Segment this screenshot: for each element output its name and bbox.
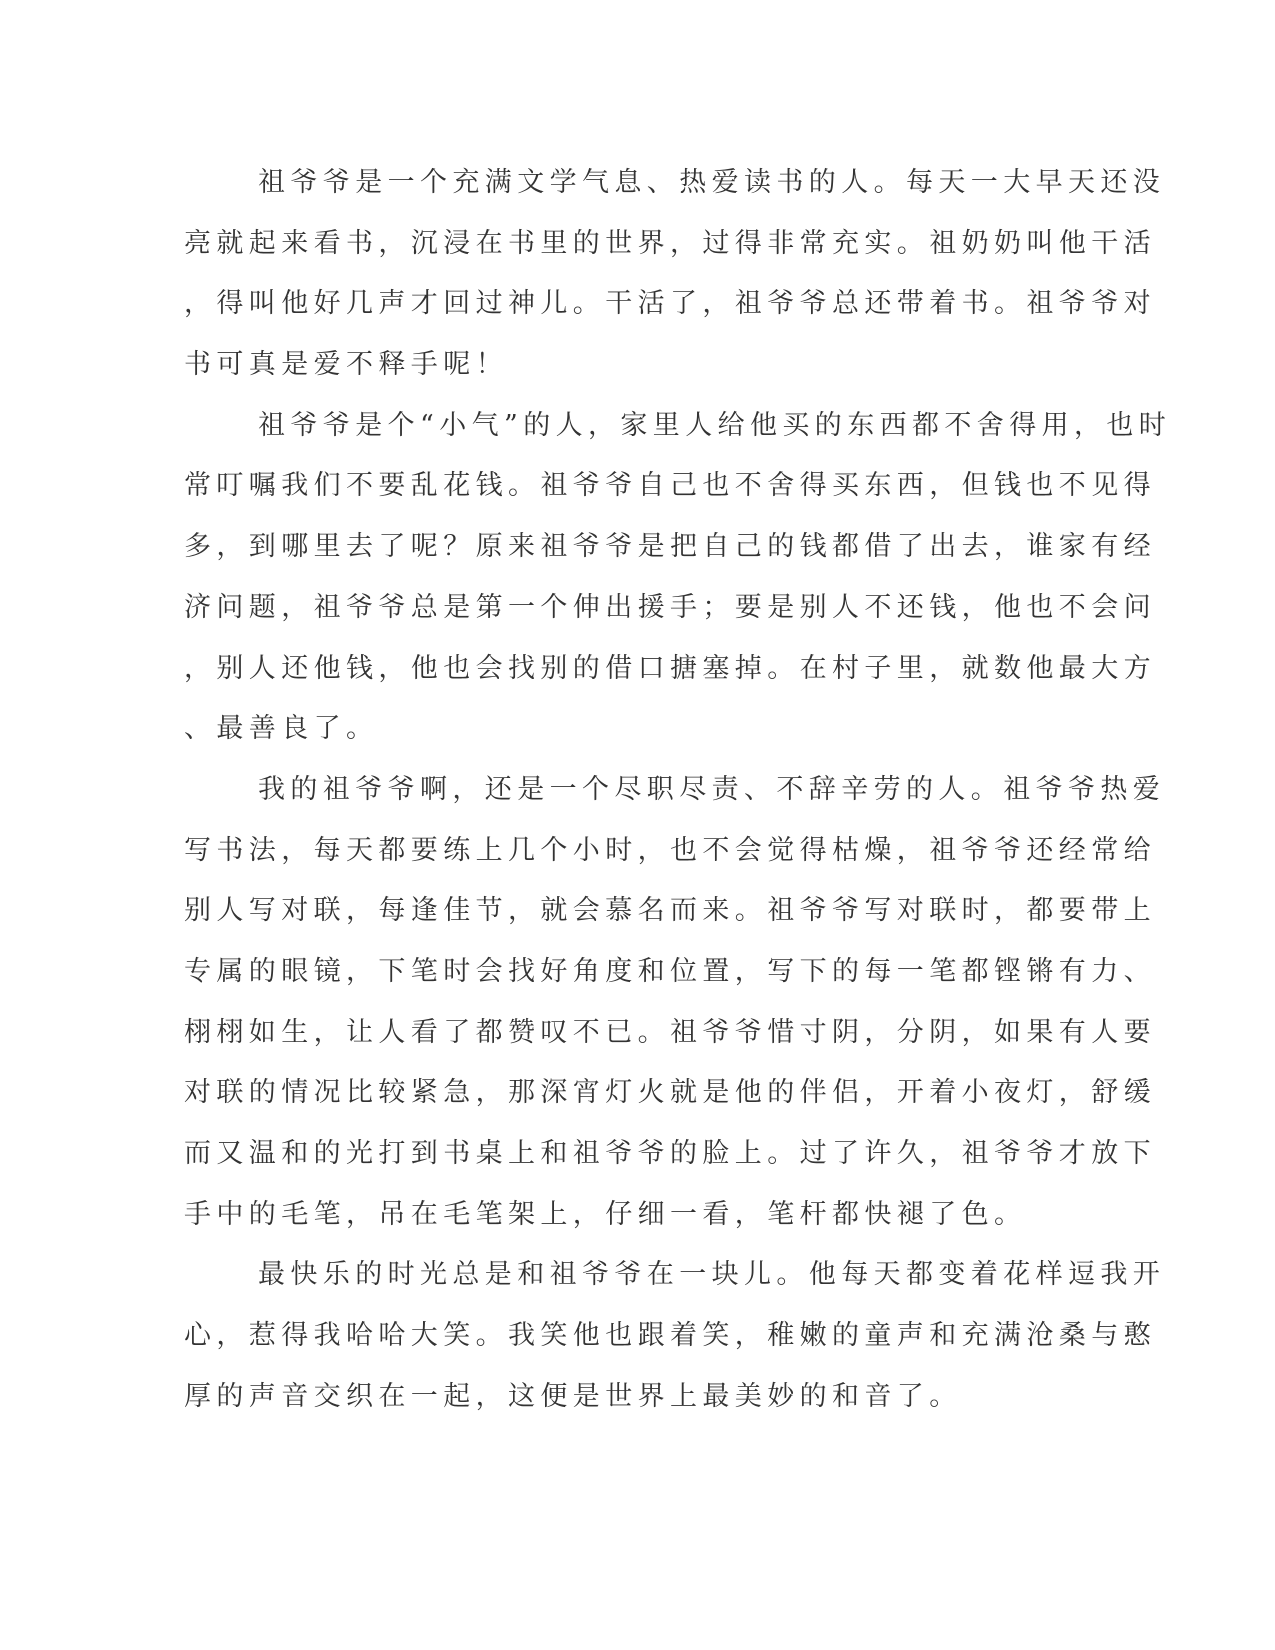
text-line: 专属的眼镜，下笔时会找好角度和位置，写下的每一笔都铿锵有力、	[184, 955, 1156, 987]
text-line: 心，惹得我哈哈大笑。我笑他也跟着笑，稚嫩的童声和充满沧桑与憨	[184, 1320, 1156, 1352]
body-text	[184, 160, 1172, 1434]
text-line: 祖爷爷是一个充满文学气息、热爱读书的人。每天一大早天还没	[258, 167, 1166, 198]
text-line: 常叮嘱我们不要乱花钱。祖爷爷自己也不舍得买东西，但钱也不见得	[184, 470, 1156, 502]
text-line: 最快乐的时光总是和祖爷爷在一块儿。他每天都变着花样逗我开	[258, 1259, 1166, 1291]
text-line: ，别人还他钱，他也会找别的借口搪塞掉。在村子里，就数他最大方	[184, 652, 1156, 684]
text-line: 、最善良了。	[184, 713, 379, 745]
text-line: 而又温和的光打到书桌上和祖爷爷的脸上。过了许久，祖爷爷才放下	[184, 1138, 1156, 1169]
text-line: 别人写对联，每逢佳节，就会慕名而来。祖爷爷写对联时，都要带上	[184, 895, 1156, 927]
text-line: 济问题，祖爷爷总是第一个伸出援手；要是别人不还钱，他也不会问	[184, 591, 1156, 623]
text-line: 祖爷爷是个“小气”的人，家里人给他买的东西都不舍得用，也时	[258, 409, 1172, 441]
text-line: ，得叫他好几声才回过神儿。干活了，祖爷爷总还带着书。祖爷爷对	[184, 288, 1156, 320]
text-line: 多，到哪里去了呢？原来祖爷爷是把自己的钱都借了出去，谁家有经	[184, 531, 1156, 563]
text-line: 我的祖爷爷啊，还是一个尽职尽责、不辞辛劳的人。祖爷爷热爱	[258, 773, 1166, 805]
text-line: 厚的声音交织在一起，这便是世界上最美妙的和音了。	[184, 1380, 962, 1412]
text-line: 书可真是爱不释手呢！	[184, 349, 508, 381]
text-line: 栩栩如生，让人看了都赞叹不已。祖爷爷惜寸阴，分阴，如果有人要	[184, 1016, 1156, 1048]
text-line: 亮就起来看书，沉浸在书里的世界，过得非常充实。祖奶奶叫他干活	[184, 227, 1156, 259]
text-line: 手中的毛笔，吊在毛笔架上，仔细一看，笔杆都快褪了色。	[184, 1198, 1027, 1230]
text-line: 对联的情况比较紧急，那深宵灯火就是他的伴侣，开着小夜灯，舒缓	[184, 1077, 1156, 1109]
text-line: 写书法，每天都要练上几个小时，也不会觉得枯燥，祖爷爷还经常给	[184, 834, 1156, 866]
